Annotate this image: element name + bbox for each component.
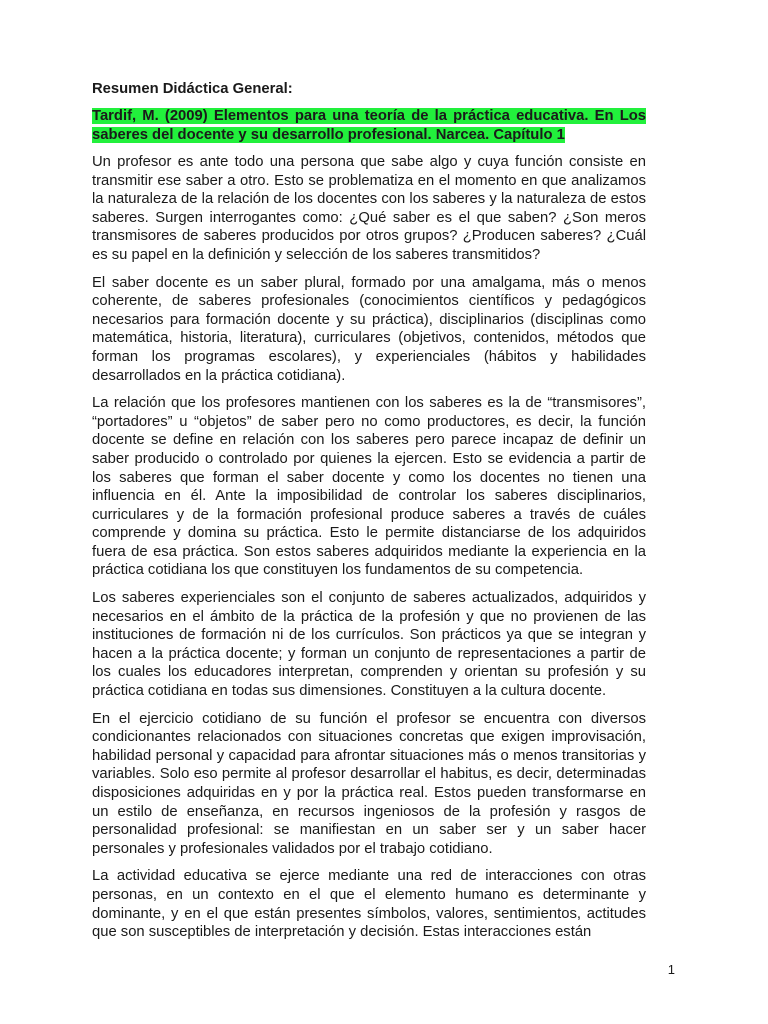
document-heading: Resumen Didáctica General:	[92, 81, 293, 97]
document-page	[92, 80, 646, 951]
highlighted-citation	[92, 107, 646, 145]
paragraph: Un profesor es ante todo una persona que sabe algo y cuya función consiste en transmitir ese saber a otro. Esto se problematiza en el momento en que analizamos la naturaleza de la relación de los docentes con los saberes y la naturaleza de estos saberes. Surgen interrogantes como: ¿Qué saber es el que saben? ¿Son meros transmisores de saberes producidos por otros grupos? ¿Producen saberes? ¿Cuál es su papel en la definición y selección de los saberes transmitidos?	[92, 154, 646, 263]
page-number: 1	[667, 962, 675, 977]
paragraph: El saber docente es un saber plural, formado por una amalgama, más o menos coherente, de saberes profesionales (conocimientos científicos y pedagógicos necesarios para formación docente y su práctica), disciplinarios (disciplinas como matemática, historia, literatura), curriculares (objetivos, contenidos, métodos que forman los programas escolares), y experienciales (hábitos y habilidades desarrollados en la práctica cotidiana).	[92, 274, 646, 384]
paragraph: Los saberes experienciales son el conjunto de saberes actualizados, adquiridos y necesarios en el ámbito de la práctica de la profesión y que no provienen de las instituciones de formación ni de los currículos. Son prácticos ya que se integran y hacen a la práctica docente; y forman un conjunto de representaciones a partir de los cuales los educadores interpretan, comprenden y orientan su profesión y su práctica cotidiana en todas sus dimensiones. Constituyen a la cultura docente.	[92, 590, 646, 700]
citation-text: Tardif, M. (2009) Elementos para una teoría de la práctica educativa. En Los saberes del docente y su desarrollo profesional. Narcea. Capítulo 1	[92, 108, 646, 143]
paragraph: La relación que los profesores mantienen con los saberes es la de “transmisores”, “portadores” u “objetos” de saber pero no como productores, es decir, la función docente se define en relación con los saberes pero parece incapaz de definir un saber producido o controlado por quienes la ejercen. Esto se evidencia a partir de los saberes que forman el saber docente y como los docentes no tienen una influencia en él. Ante la imposibilidad de controlar los saberes disciplinarios, curriculares y de la formación profesional produce saberes a través de cuáles comprende y domina su práctica. Esto le permite distanciarse de los adquiridos fuera de esa práctica. Son estos saberes adquiridos mediante la experiencia en la práctica cotidiana los que constituyen los fundamentos de su competencia.	[92, 395, 646, 579]
paragraph: La actividad educativa se ejerce mediante una red de interacciones con otras personas, en un contexto en el que el elemento humano es determinante y dominante, y en el que están presentes símbolos, valores, sentimientos, actitudes que son susceptibles de interpretación y decisión. Estas interacciones están	[92, 868, 646, 941]
paragraph: En el ejercicio cotidiano de su función el profesor se encuentra con diversos condicionantes relacionados con situaciones concretas que exigen improvisación, habilidad personal y capacidad para afrontar situaciones más o menos transitorias y variables. Solo eso permite al profesor desarrollar el habitus, es decir, determinadas disposiciones adquiridas en y por la práctica real. Estos pueden transformarse en un estilo de enseñanza, en recursos ingeniosos de la profesión y rasgos de personalidad profesional: se manifiestan en un saber ser y un saber hacer personales y profesionales validados por el trabajo cotidiano.	[92, 710, 646, 857]
